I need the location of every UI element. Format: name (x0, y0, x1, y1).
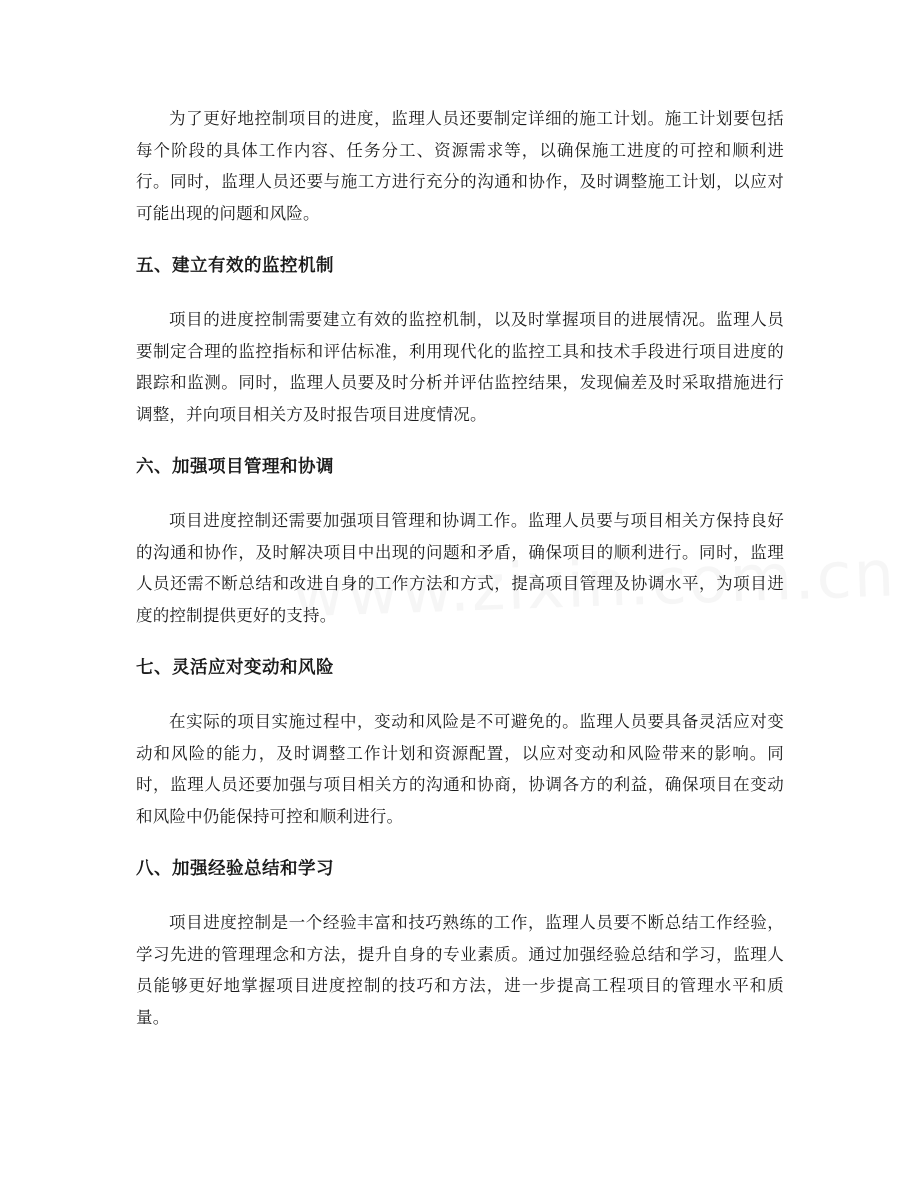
section-heading-6: 六、加强项目管理和协调 (136, 457, 334, 477)
section-body-8: 项目进度控制是一个经验丰富和技巧熟练的工作，监理人员要不断总结工作经验，学习先进的管理理念和方法，提升自身的专业素质。通过加强经验总结和学习，监理人员能够更好地掌握项目进度控制的技巧和方法，进一步提高工程项目的管理水平和质量。 (136, 913, 784, 1027)
paragraph-intro: 为了更好地控制项目的进度，监理人员还要制定详细的施工计划。施工计划要包括每个阶段的具体工作内容、任务分工、资源需求等，以确保施工进度的可控和顺利进行。同时，监理人员还要与施工方进行充分的沟通和协作，及时调整施工计划，以应对可能出现的问题和风险。 (136, 109, 784, 223)
document-body (136, 103, 784, 1033)
section-body-6: 项目进度控制还需要加强项目管理和协调工作。监理人员要与项目相关方保持良好的沟通和协作，及时解决项目中出现的问题和矛盾，确保项目的顺利进行。同时，监理人员还需不断总结和改进自身的工作方法和方式，提高项目管理及协调水平，为项目进度的控制提供更好的支持。 (136, 511, 784, 625)
section-heading-8: 八、加强经验总结和学习 (136, 859, 334, 879)
section-body-7: 在实际的项目实施过程中，变动和风险是不可避免的。监理人员要具备灵活应对变动和风险的能力，及时调整工作计划和资源配置，以应对变动和风险带来的影响。同时，监理人员还要加强与项目相关方的沟通和协商，协调各方的利益，确保项目在变动和风险中仍能保持可控和顺利进行。 (136, 712, 784, 826)
section-body-5: 项目的进度控制需要建立有效的监控机制，以及时掌握项目的进展情况。监理人员要制定合理的监控指标和评估标准，利用现代化的监控工具和技术手段进行项目进度的跟踪和监测。同时，监理人员要及时分析并评估监控结果，发现偏差及时采取措施进行调整，并向项目相关方及时报告项目进度情况。 (136, 310, 784, 424)
section-heading-7: 七、灵活应对变动和风险 (136, 658, 334, 678)
section-heading-5: 五、建立有效的监控机制 (136, 256, 334, 276)
